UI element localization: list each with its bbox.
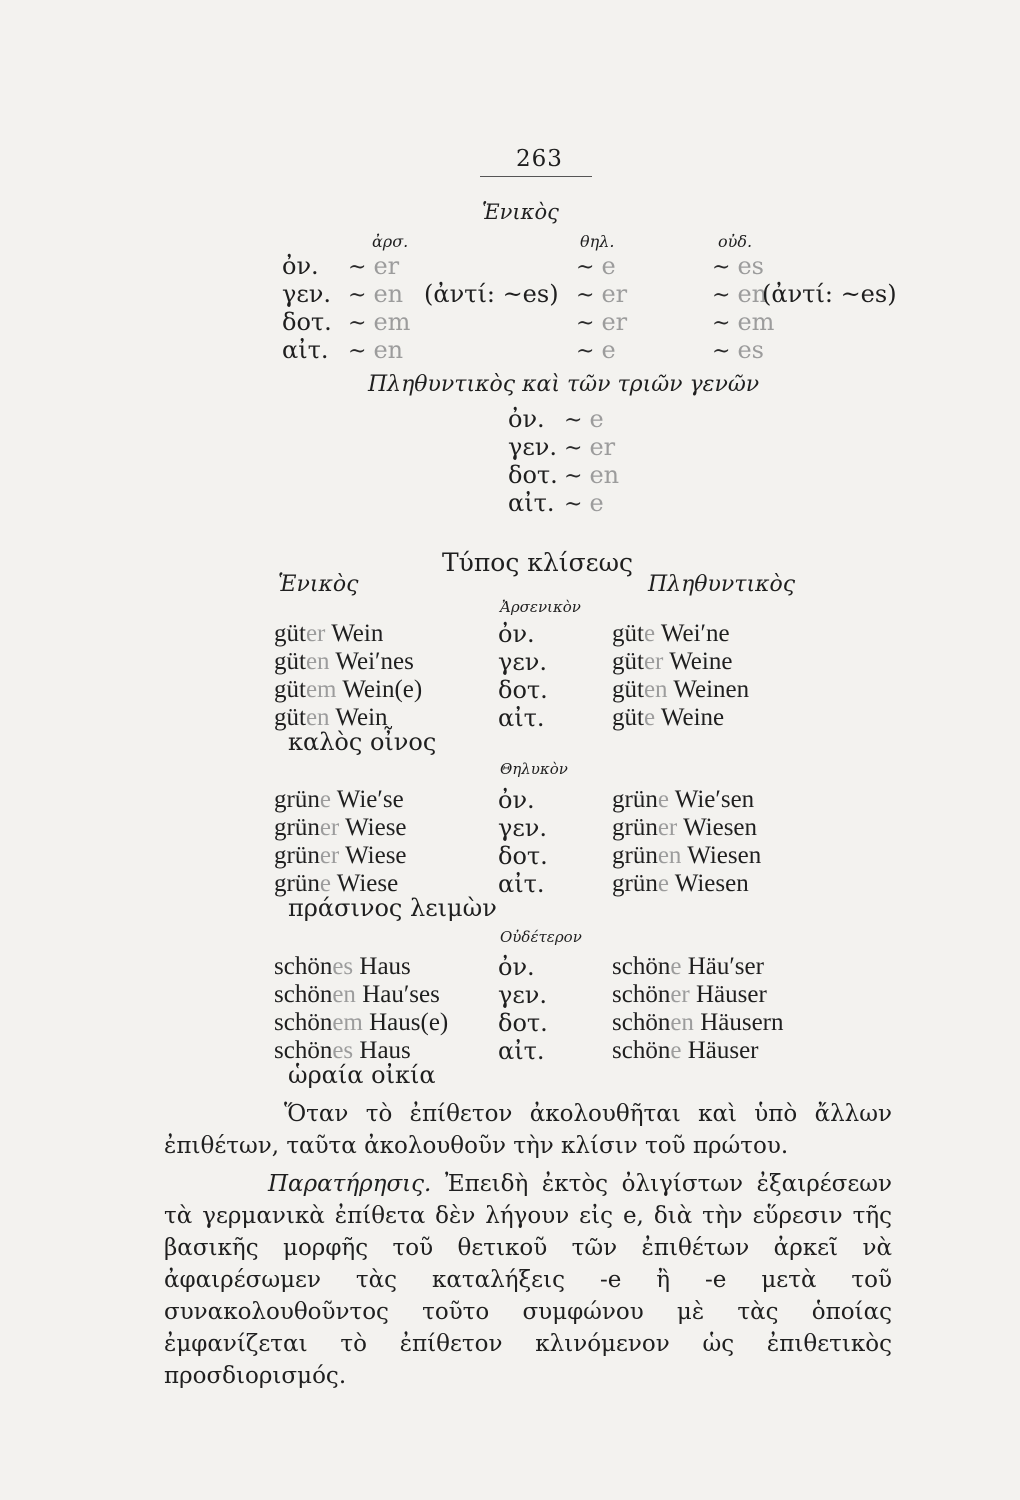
adj-stem: güt <box>612 704 644 731</box>
declension-title: Τύπος κλίσεως <box>442 548 633 577</box>
sg-ending-fem <box>576 252 616 280</box>
col-header-masc: ἀρσ. <box>372 232 409 251</box>
adj-ending: e <box>670 1037 682 1064</box>
noun: Häuser <box>696 981 767 1008</box>
adj-ending: e <box>670 953 682 980</box>
noun: Wie′se <box>336 786 404 813</box>
ending-text: e <box>601 252 616 280</box>
ending-text: en <box>589 461 620 489</box>
case-label: αἰτ. <box>498 870 545 898</box>
adj-ending: en <box>670 1009 694 1036</box>
adj-stem: schön <box>274 1037 333 1064</box>
case-label: αἰτ. <box>498 704 545 732</box>
sg-neut-note: (ἀντί: ~es) <box>762 280 897 308</box>
noun: Häusern <box>700 1009 784 1036</box>
col-header-neut: οὐδ. <box>718 232 753 251</box>
case-label: ὀν. <box>498 953 535 981</box>
noun: Wein <box>331 620 384 647</box>
adj-stem: güt <box>274 676 306 703</box>
case-label: γεν. <box>498 648 547 676</box>
pl-form <box>612 786 754 814</box>
pl-ending <box>564 489 604 517</box>
pl-ending <box>564 461 619 489</box>
sg-form <box>274 842 407 870</box>
adj-stem: grün <box>612 814 658 841</box>
declension-left-heading: Ἑνικὸς <box>278 572 359 597</box>
adj-ending: en <box>332 981 356 1008</box>
adj-ending: en <box>305 704 330 731</box>
page-number-rule <box>480 176 592 177</box>
pl-form <box>612 704 724 732</box>
pl-form <box>612 1037 759 1065</box>
noun: Wei′ne <box>660 620 730 647</box>
adj-ending: e <box>319 786 331 813</box>
noun: Weinen <box>673 676 750 703</box>
adj-ending: es <box>332 953 354 980</box>
adj-ending: em <box>332 1009 363 1036</box>
noun: Wein(e) <box>342 676 423 703</box>
sg-ending-neut <box>712 252 764 280</box>
noun: Häuser <box>687 1037 759 1064</box>
pl-form <box>612 620 730 648</box>
sg-case-label: αἰτ. <box>282 336 329 364</box>
noun: Weine <box>660 704 725 731</box>
ending-text: er <box>601 308 628 336</box>
noun: Wei′nes <box>335 648 414 675</box>
sg-ending-masc <box>348 252 399 280</box>
noun: Haus <box>359 1037 411 1064</box>
adj-stem: güt <box>274 648 306 675</box>
sg-form <box>274 1009 448 1037</box>
tilde-mark: ~ <box>564 464 590 489</box>
adj-ending: e <box>643 704 656 731</box>
sg-ending-fem <box>576 336 616 364</box>
sg-form <box>274 648 414 676</box>
adj-ending: er <box>319 814 340 841</box>
adj-stem: güt <box>612 676 644 703</box>
adj-stem: grün <box>612 786 658 813</box>
pl-case-label: αἰτ. <box>508 489 555 517</box>
pl-form <box>612 1009 784 1037</box>
declension-right-heading: Πληθυντικὸς <box>648 572 796 597</box>
adj-ending: em <box>305 676 337 703</box>
pl-form <box>612 814 757 842</box>
tilde-mark: ~ <box>348 255 374 280</box>
noun: Wiesen <box>683 814 758 841</box>
pl-case-label: δοτ. <box>508 461 558 489</box>
ending-text: er <box>589 433 616 461</box>
pl-form <box>612 648 732 676</box>
adj-ending: e <box>657 870 669 897</box>
ending-text: e <box>589 489 604 517</box>
tilde-mark: ~ <box>712 283 738 308</box>
tilde-mark: ~ <box>348 339 374 364</box>
adj-stem: schön <box>612 981 671 1008</box>
tilde-mark: ~ <box>576 255 602 280</box>
adj-ending: e <box>657 786 669 813</box>
adj-stem: grün <box>274 870 320 897</box>
tilde-mark: ~ <box>576 311 602 336</box>
tilde-mark: ~ <box>348 311 374 336</box>
adj-ending: er <box>643 648 664 675</box>
case-label: δοτ. <box>498 676 548 704</box>
adj-ending: e <box>643 620 656 647</box>
noun: Wiese <box>345 842 407 869</box>
sg-ending-masc <box>348 308 410 336</box>
noun: Häu′ser <box>687 953 764 980</box>
adj-stem: schön <box>612 953 671 980</box>
ending-text: en <box>737 280 768 308</box>
noun: Haus(e) <box>369 1009 449 1036</box>
rule-paragraph <box>164 1098 892 1162</box>
noun: Wiese <box>345 814 407 841</box>
ending-text: en <box>373 336 404 364</box>
ending-text: e <box>589 405 604 433</box>
pl-form <box>612 676 749 704</box>
ending-text: es <box>737 336 764 364</box>
case-label: γεν. <box>498 814 547 842</box>
sg-form <box>274 620 383 648</box>
adj-stem: grün <box>612 870 658 897</box>
adj-stem: güt <box>274 620 306 647</box>
case-label: δοτ. <box>498 1009 548 1037</box>
case-label: αἰτ. <box>498 1037 545 1065</box>
adj-ending: er <box>670 981 690 1008</box>
sg-ending-neut <box>712 308 774 336</box>
sg-form <box>274 814 407 842</box>
sg-ending-masc <box>348 280 403 308</box>
pl-case-label: γεν. <box>508 433 557 461</box>
sg-form <box>274 676 422 704</box>
remark-label: Παρατήρησις. <box>268 1171 432 1197</box>
noun: Wie′sen <box>674 786 755 813</box>
adj-stem: schön <box>274 953 333 980</box>
pl-ending <box>564 433 615 461</box>
pl-form <box>612 842 761 870</box>
ending-text: en <box>373 280 404 308</box>
noun: Wiesen <box>687 842 762 869</box>
sg-ending-fem <box>576 280 627 308</box>
adj-stem: schön <box>274 1009 333 1036</box>
pl-form <box>612 953 764 981</box>
adj-stem: grün <box>612 842 658 869</box>
tilde-mark: ~ <box>712 311 738 336</box>
tilde-mark: ~ <box>564 408 590 433</box>
adj-ending: en <box>305 648 330 675</box>
tilde-mark: ~ <box>576 283 602 308</box>
adj-ending: es <box>332 1037 354 1064</box>
adj-ending: en <box>643 676 668 703</box>
ending-text: em <box>373 308 411 336</box>
adj-ending: er <box>657 814 678 841</box>
adj-stem: schön <box>274 981 333 1008</box>
translation: ὡραία οἰκία <box>288 1061 436 1089</box>
tilde-mark: ~ <box>712 255 738 280</box>
adj-ending: er <box>319 842 340 869</box>
case-label: δοτ. <box>498 842 548 870</box>
translation: καλὸς οἶνος <box>288 728 437 756</box>
tilde-mark: ~ <box>712 339 738 364</box>
pl-form <box>612 870 749 898</box>
adj-stem: grün <box>274 786 320 813</box>
sg-form <box>274 786 404 814</box>
sg-case-label: ὀν. <box>282 252 319 280</box>
adj-stem: grün <box>274 814 320 841</box>
pl-ending <box>564 405 604 433</box>
tilde-mark: ~ <box>348 283 374 308</box>
noun: Weine <box>669 648 733 675</box>
ending-text: er <box>373 252 400 280</box>
adj-stem: güt <box>612 648 644 675</box>
pl-case-label: ὀν. <box>508 405 545 433</box>
sg-ending-neut <box>712 336 764 364</box>
sg-masc-note: (ἀντί: ~es) <box>424 280 559 308</box>
adj-stem: schön <box>612 1037 671 1064</box>
ending-text: es <box>737 252 764 280</box>
noun: Wiesen <box>674 870 749 897</box>
plural-heading: Πληθυντικὸς καὶ τῶν τριῶν γενῶν <box>368 372 760 397</box>
noun: Hau′ses <box>362 981 440 1008</box>
adj-stem: grün <box>274 842 320 869</box>
gender-label: Οὐδέτερον <box>500 928 582 946</box>
adj-stem: güt <box>274 704 306 731</box>
sg-ending-fem <box>576 308 627 336</box>
remark-paragraph <box>164 1168 892 1392</box>
adj-stem: schön <box>612 1009 671 1036</box>
page-number: 263 <box>516 146 563 172</box>
col-header-fem: θηλ. <box>580 232 615 251</box>
tilde-mark: ~ <box>564 436 590 461</box>
tilde-mark: ~ <box>564 492 590 517</box>
adj-ending: e <box>319 870 331 897</box>
sg-ending-neut <box>712 280 767 308</box>
noun: Haus <box>359 953 411 980</box>
rule-paragraph-text: Ὅταν τὸ ἐπίθετον ἀκολουθῆται καὶ ὑπὸ ἄλλων ἐπιθέτων, ταῦτα ἀκολουθοῦν τὴν κλίσιν τοῦ πρώτου. <box>164 1101 892 1159</box>
remark-text: Ἐπειδὴ ἐκτὸς ὀλιγίστων ἐξαιρέσεων τὰ γερμανικὰ ἐπίθετα δὲν λήγουν εἰς e, διὰ τὴν εὕρεσιν τῆς βασικῆς μορφῆς τοῦ θετικοῦ τῶν ἐπιθέτων ἀρκεῖ νὰ ἀφαιρέσωμεν τὰς καταλήξεις -e ἢ -e μετὰ τοῦ συνακολουθοῦντος τοῦτο συμφώνου μὲ τὰς ὁποίας ἐμφανίζεται τὸ ἐπίθετον κλινόμενον ὡς ἐπιθετικὸς προσδιορισμός. <box>164 1171 893 1389</box>
gender-label: Θηλυκὸν <box>500 760 568 778</box>
case-label: γεν. <box>498 981 547 1009</box>
tilde-mark: ~ <box>576 339 602 364</box>
adj-ending: er <box>305 620 326 647</box>
adj-stem: güt <box>612 620 644 647</box>
translation: πράσινος λειμὼν <box>288 894 497 922</box>
sg-ending-masc <box>348 336 403 364</box>
sg-form <box>274 953 411 981</box>
gender-label: Ἀρσενικὸν <box>500 598 581 616</box>
singular-heading: Ἑνικὸς <box>482 200 559 224</box>
adj-ending: en <box>657 842 682 869</box>
ending-text: er <box>601 280 628 308</box>
ending-text: e <box>601 336 616 364</box>
sg-case-label: δοτ. <box>282 308 332 336</box>
case-label: ὀν. <box>498 786 535 814</box>
noun: Wiese <box>336 870 399 897</box>
pl-form <box>612 981 767 1009</box>
sg-case-label: γεν. <box>282 280 331 308</box>
ending-text: em <box>737 308 775 336</box>
case-label: ὀν. <box>498 620 535 648</box>
sg-form <box>274 981 440 1009</box>
noun: Wein <box>335 704 388 731</box>
